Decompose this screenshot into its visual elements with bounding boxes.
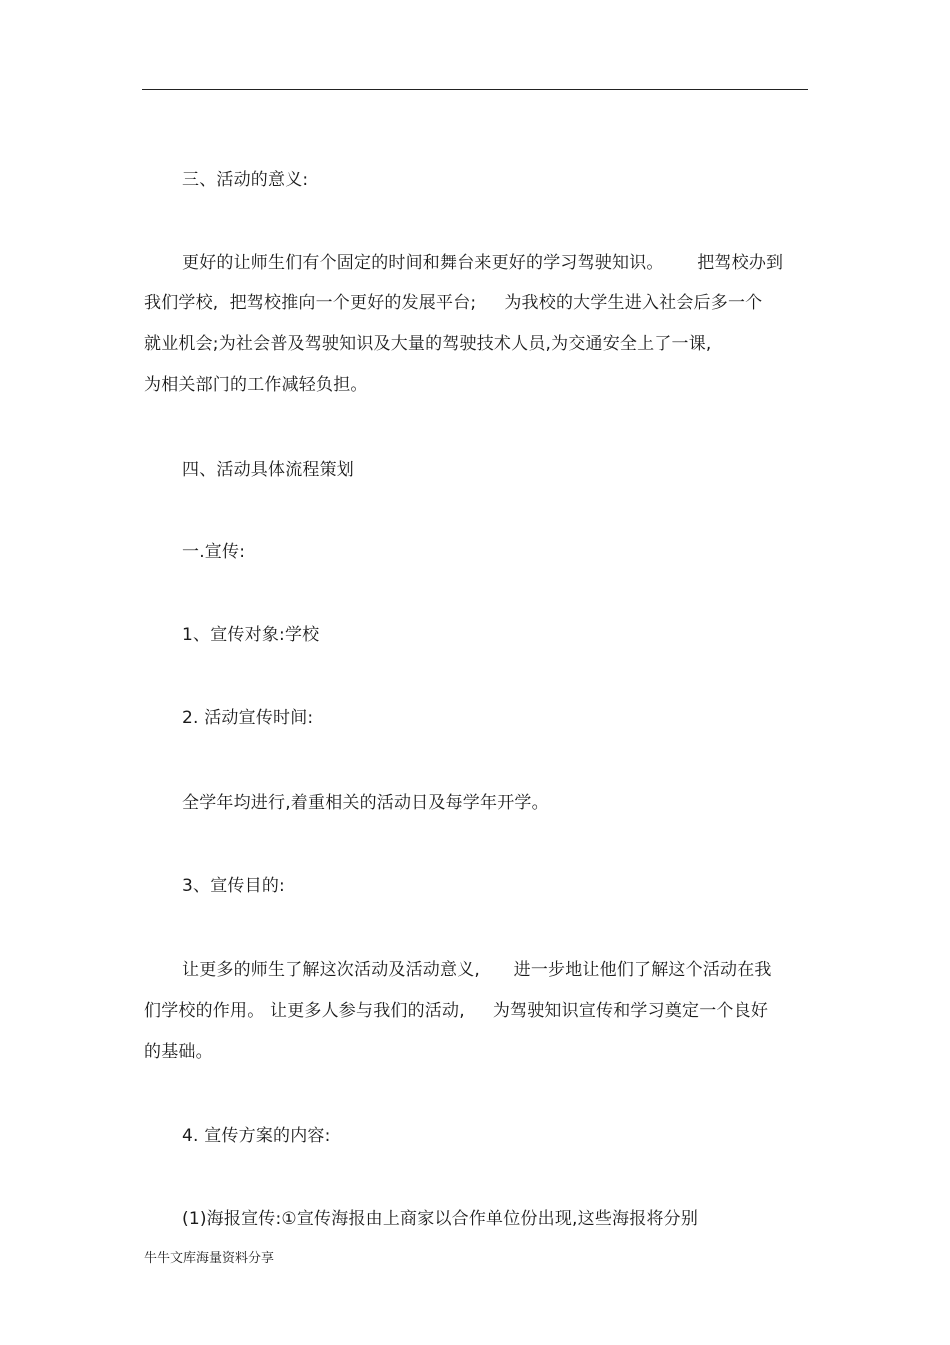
item3-para-line-3: 的基础。 xyxy=(144,1042,213,1062)
item4-heading: 4. 宣传方案的内容: xyxy=(182,1126,331,1146)
item2-heading: 2. 活动宣传时间: xyxy=(182,708,314,728)
section3-para-line-1: 更好的让师生们有个固定的时间和舞台来更好的学习驾驶知识。 把驾校办到 xyxy=(182,253,784,273)
sub1-heading: 一.宣传: xyxy=(182,542,246,562)
header-rule xyxy=(142,89,808,90)
item2-text: 全学年均进行,着重相关的活动日及每学年开学。 xyxy=(182,793,549,813)
section3-para-line-2: 我们学校, 把驾校推向一个更好的发展平台; 为我校的大学生进入社会后多一个 xyxy=(144,293,763,313)
section4-heading: 四、活动具体流程策划 xyxy=(182,460,354,480)
item1-line: 1、宣传对象:学校 xyxy=(182,625,320,645)
section3-heading: 三、活动的意义: xyxy=(182,170,309,190)
item3-para-line-1: 让更多的师生了解这次活动及活动意义, 进一步地让他们了解这个活动在我 xyxy=(182,960,772,980)
item4-1-line: (1)海报宣传:①宣传海报由上商家以合作单位份出现,这些海报将分别 xyxy=(182,1209,699,1229)
item3-heading: 3、宣传目的: xyxy=(182,876,285,896)
footer-text: 牛牛文库海量资料分享 xyxy=(144,1251,275,1266)
item3-para-line-2: 们学校的作用。 让更多人参与我们的活动, 为驾驶知识宣传和学习奠定一个良好 xyxy=(144,1001,769,1021)
section3-para-line-3: 就业机会;为社会普及驾驶知识及大量的驾驶技术人员,为交通安全上了一课, xyxy=(144,334,712,354)
section3-para-line-4: 为相关部门的工作减轻负担。 xyxy=(144,375,368,395)
